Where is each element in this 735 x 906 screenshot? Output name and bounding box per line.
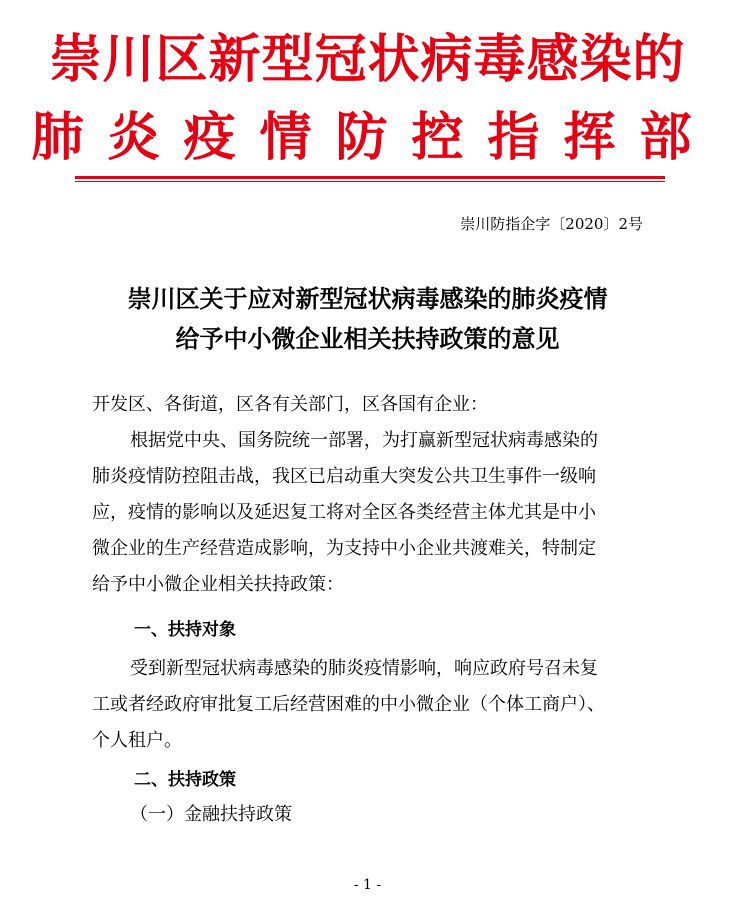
intro-line: 肺炎疫情防控阻击战，我区已启动重大突发公共卫生事件一级响	[92, 466, 596, 487]
issuer-header-line2: 肺炎疫情防控指挥部	[31, 107, 716, 168]
document-title-line2: 给予中小微企业相关扶持政策的意见	[175, 324, 560, 353]
header-rule-thick	[75, 176, 665, 179]
intro-line: 应，疫情的影响以及延迟复工将对全区各类经营主体尤其是中小	[92, 502, 596, 523]
section1-line: 个人租户。	[92, 730, 182, 751]
intro-line: 给予中小微企业相关扶持政策：	[92, 574, 344, 595]
section1-heading: 一、扶持对象	[134, 620, 236, 640]
section2-subheading: （一）金融扶持政策	[130, 804, 292, 825]
document-title-line1: 崇川区关于应对新型冠状病毒感染的肺炎疫情	[127, 284, 608, 313]
document-number: 崇川防指企字〔2020〕2号	[460, 215, 643, 233]
intro-line: 根据党中央、国务院统一部署，为打赢新型冠状病毒感染的	[130, 430, 598, 451]
header-rule-thin	[75, 181, 665, 182]
section2-heading: 二、扶持政策	[134, 770, 236, 790]
salutation: 开发区、各街道，区各有关部门，区各国有企业：	[92, 394, 488, 415]
section1-line: 工或者经政府审批复工后经营困难的中小微企业（个体工商户）、	[92, 694, 605, 715]
page-number: - 1 -	[353, 877, 382, 893]
intro-line: 微企业的生产经营造成影响，为支持中小企业共渡难关，特制定	[92, 538, 596, 559]
section1-line: 受到新型冠状病毒感染的肺炎疫情影响，响应政府号召未复	[130, 658, 598, 679]
issuer-header-line1: 崇川区新型冠状病毒感染的	[49, 29, 686, 90]
